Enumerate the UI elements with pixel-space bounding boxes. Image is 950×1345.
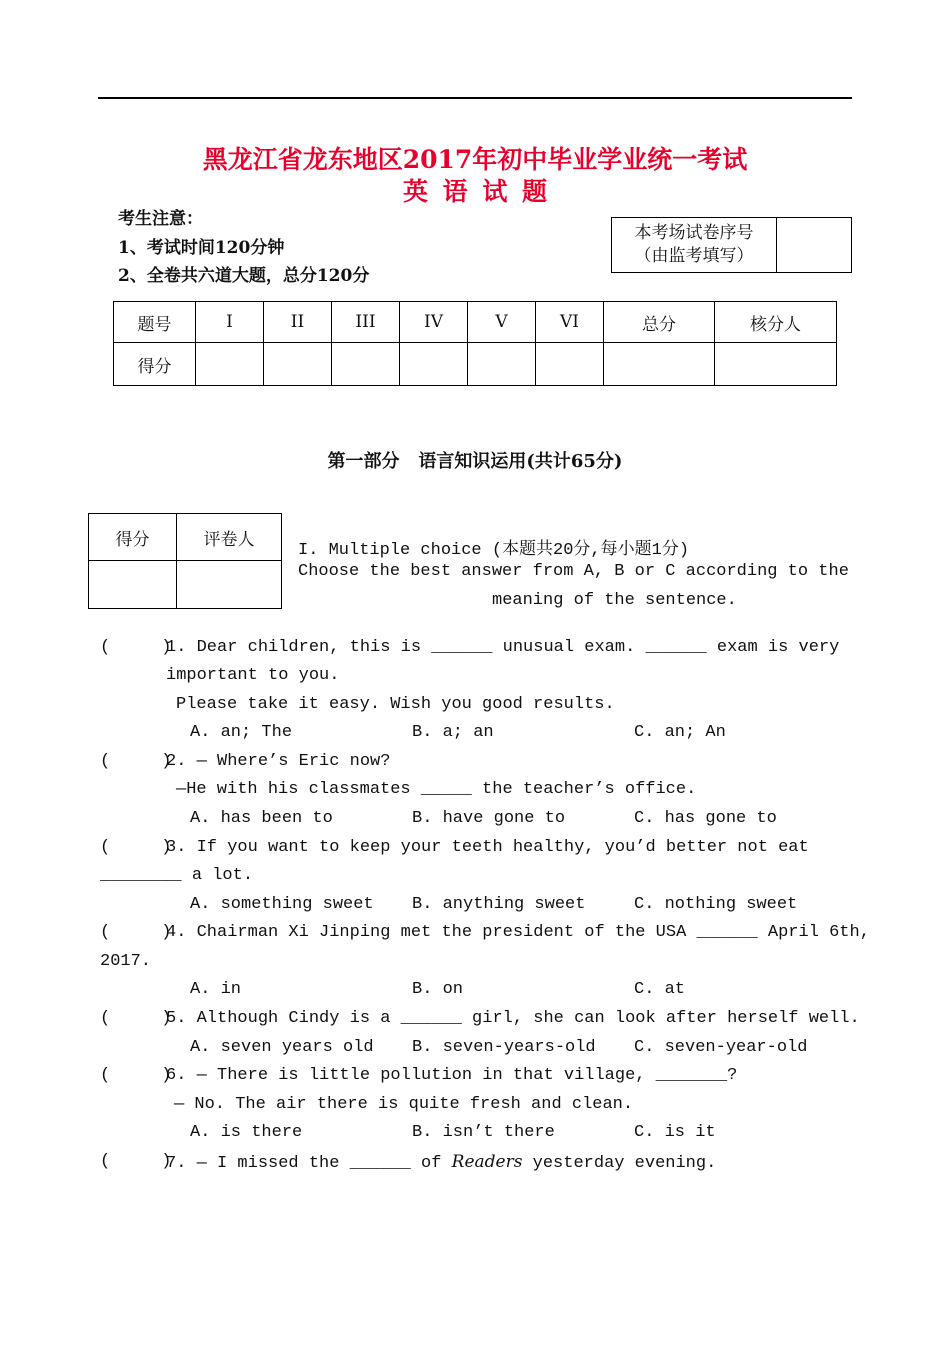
- score-table: [113, 301, 837, 386]
- question-text: 2017.: [100, 952, 152, 971]
- score-cell[interactable]: [264, 343, 332, 386]
- exam-subtitle: 英 语 试 题: [402, 177, 548, 206]
- score-header: III: [332, 302, 400, 343]
- option-c: C. seven-year-old: [634, 1038, 808, 1057]
- answer-paren[interactable]: ( ): [100, 923, 172, 942]
- part-title: 第一部分 语言知识运用(共计65分): [327, 451, 623, 472]
- score-header: IV: [400, 302, 468, 343]
- score-cell[interactable]: [468, 343, 536, 386]
- answer-paren[interactable]: ( ): [100, 1009, 172, 1028]
- seat-label-line2: （由监考填写）: [634, 246, 754, 266]
- score-table-header-row: [114, 302, 837, 343]
- option-a: A. something sweet: [190, 895, 374, 914]
- option-c: C. nothing sweet: [634, 895, 798, 914]
- question-text: ________ a lot.: [100, 866, 254, 885]
- top-rule: [98, 97, 852, 99]
- option-b: B. a; an: [412, 723, 494, 742]
- score-table-score-row: [114, 343, 837, 386]
- seat-number-box: [611, 217, 852, 273]
- score-header: VI: [536, 302, 604, 343]
- answer-paren[interactable]: ( ): [100, 1152, 172, 1171]
- option-b: B. anything sweet: [412, 895, 586, 914]
- answer-paren[interactable]: ( ): [100, 752, 172, 771]
- seat-number-value[interactable]: [777, 218, 852, 273]
- score-row-label: 得分: [114, 343, 196, 386]
- question-text: [166, 1152, 716, 1173]
- question-text: 4. Chairman Xi Jinping met the president of the USA ______ April 6th,: [166, 923, 870, 942]
- question-text: 2. — Where’s Eric now?: [166, 752, 391, 771]
- question-text: 5. Although Cindy is a ______ girl, she can look after herself well.: [166, 1009, 860, 1028]
- question-text-part: 7. — I missed the ______ of: [166, 1154, 452, 1173]
- score-header: V: [468, 302, 536, 343]
- question-text: — No. The air there is quite fresh and clean.: [174, 1095, 634, 1114]
- grader-score-cell[interactable]: [89, 561, 177, 609]
- option-b: B. have gone to: [412, 809, 566, 828]
- notice-item-1: 1、考试时间120分钟: [118, 238, 285, 258]
- score-header: II: [264, 302, 332, 343]
- option-c: C. at: [634, 980, 686, 999]
- answer-paren[interactable]: ( ): [100, 838, 172, 857]
- option-b: B. isn’t there: [412, 1123, 555, 1142]
- option-a: A. has been to: [190, 809, 333, 828]
- score-header: 总分: [604, 302, 715, 343]
- option-a: A. seven years old: [190, 1038, 374, 1057]
- question-text: 3. If you want to keep your teeth healthy, you’d better not eat: [166, 838, 809, 857]
- score-cell[interactable]: [604, 343, 715, 386]
- option-a: A. an; The: [190, 723, 293, 742]
- option-b: B. seven-years-old: [412, 1038, 596, 1057]
- score-cell[interactable]: [400, 343, 468, 386]
- question-text: 1. Dear children, this is ______ unusual exam. ______ exam is very: [166, 638, 840, 657]
- seat-number-label: [612, 218, 777, 273]
- option-a: A. is there: [190, 1123, 303, 1142]
- option-c: C. is it: [634, 1123, 716, 1142]
- option-a: A. in: [190, 980, 242, 999]
- answer-paren[interactable]: ( ): [100, 1066, 172, 1085]
- score-header: 核分人: [715, 302, 837, 343]
- score-cell[interactable]: [715, 343, 837, 386]
- question-text: important to you.: [166, 666, 340, 685]
- notice-heading: 考生注意：: [118, 209, 203, 229]
- score-cell[interactable]: [332, 343, 400, 386]
- section-title: I. Multiple choice (本题共20分,每小题1分): [298, 541, 690, 560]
- score-cell[interactable]: [196, 343, 264, 386]
- question-text: 6. — There is little pollution in that village, _______?: [166, 1066, 738, 1085]
- score-cell[interactable]: [536, 343, 604, 386]
- grader-score-label: 得分: [89, 514, 177, 561]
- seat-label-line1: 本考场试卷序号: [634, 223, 754, 243]
- grader-box: [88, 513, 282, 609]
- score-header: I: [196, 302, 264, 343]
- grader-name-cell[interactable]: [177, 561, 282, 609]
- section-instruction-2: meaning of the sentence.: [492, 591, 737, 610]
- section-instruction-1: Choose the best answer from A, B or C according to the: [298, 562, 849, 581]
- answer-paren[interactable]: ( ): [100, 638, 172, 657]
- option-c: C. has gone to: [634, 809, 777, 828]
- notice-item-2: 2、全卷共六道大题，总分120分: [118, 266, 370, 286]
- option-c: C. an; An: [634, 723, 726, 742]
- score-header: 题号: [114, 302, 196, 343]
- option-b: B. on: [412, 980, 464, 999]
- magazine-title: Readers: [451, 1152, 523, 1172]
- grader-name-label: 评卷人: [177, 514, 282, 561]
- exam-title: 黑龙江省龙东地区2017年初中毕业学业统一考试: [202, 145, 748, 174]
- question-text-part: yesterday evening.: [522, 1154, 717, 1173]
- question-text: Please take it easy. Wish you good results.: [176, 695, 615, 714]
- question-text: —He with his classmates _____ the teacher’s office.: [176, 780, 697, 799]
